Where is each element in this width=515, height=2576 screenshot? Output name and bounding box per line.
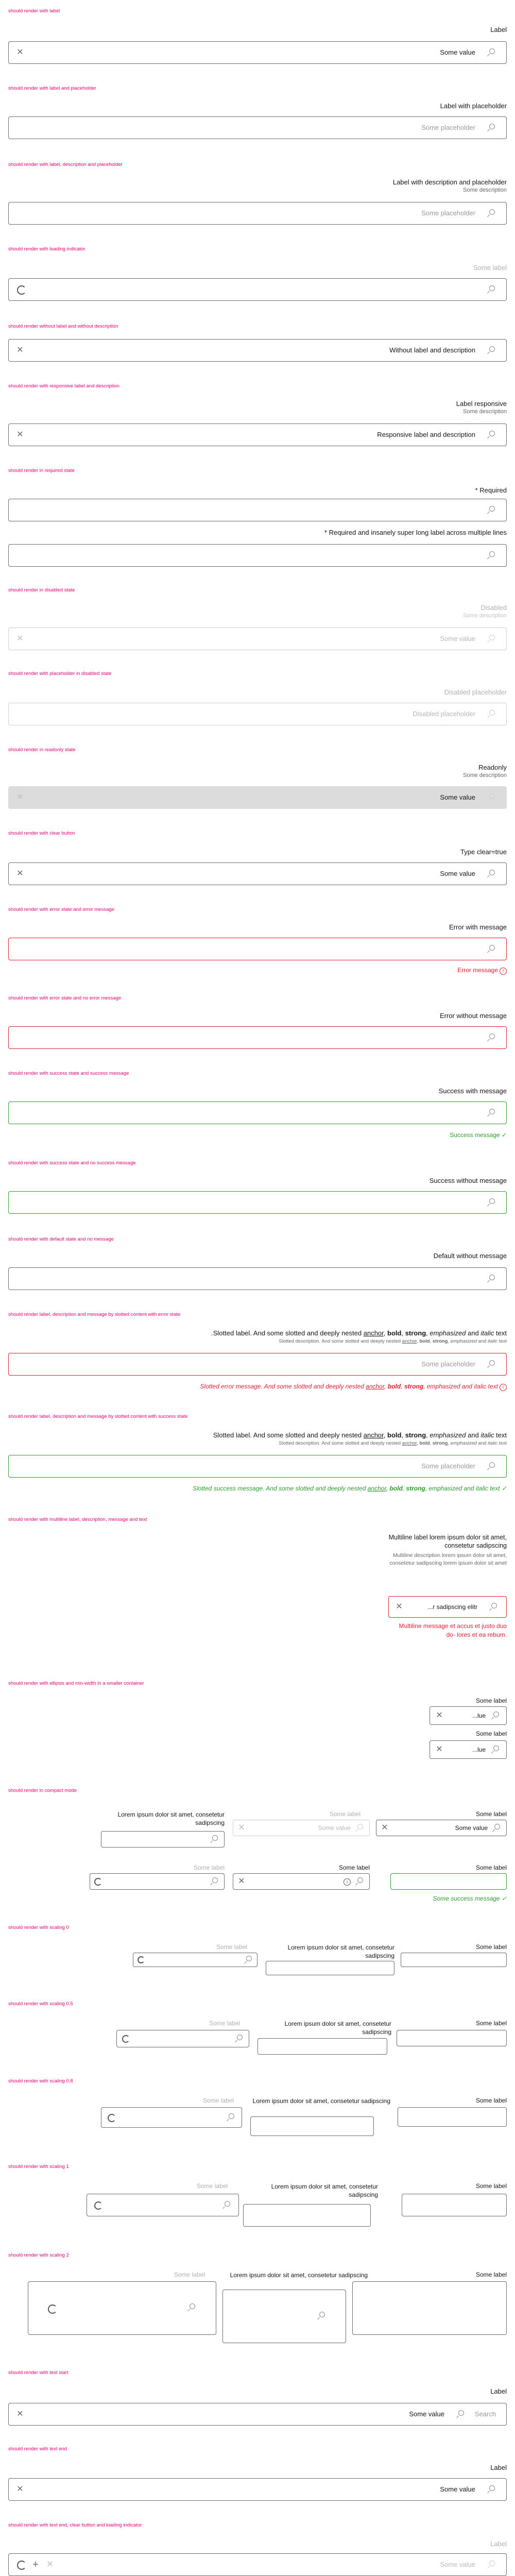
search-icon [487, 506, 496, 515]
search-input[interactable] [352, 2281, 507, 2335]
label-italic: . [211, 1329, 213, 1337]
caption: should render with scaling 2 [8, 2252, 69, 2258]
field-label: Lorem ipsum dolor sit amet, consetetur sadipscing [117, 1811, 225, 1826]
field-label: Success without message [429, 1177, 507, 1184]
field-label: Some label [475, 1730, 507, 1737]
input-placeholder: Search [474, 2410, 496, 2418]
search-input[interactable] [233, 1820, 370, 1836]
search-icon [487, 1033, 496, 1043]
input-value: ...lue [472, 1746, 486, 1753]
field-label: Type clear=true [460, 848, 507, 856]
check-icon: ✓ [500, 1485, 507, 1492]
search-input[interactable] [258, 2038, 387, 2055]
field-label: Some label [475, 1943, 507, 1951]
field-label: Some label [475, 1864, 507, 1871]
search-icon [487, 431, 496, 440]
spinner-icon [17, 285, 26, 295]
close-icon[interactable]: ✕ [16, 2410, 24, 2418]
input-placeholder: Disabled placeholder [413, 710, 475, 718]
anchor-link[interactable]: anchor [363, 1329, 384, 1337]
caption: should render with scaling 0 [8, 1925, 69, 1930]
input-value: Some value [318, 1824, 351, 1832]
close-icon: ✕ [238, 1823, 245, 1832]
field-label: Success with message [438, 1087, 507, 1095]
search-input[interactable] [8, 339, 507, 362]
close-icon[interactable]: ✕ [436, 1745, 443, 1754]
search-icon [487, 1198, 496, 1208]
field-label: Label [490, 2464, 507, 2471]
search-icon [491, 1711, 500, 1721]
search-input[interactable] [8, 628, 507, 650]
field-label: Some label [475, 2020, 507, 2027]
caption: should render with scaling 1 [8, 2164, 69, 2170]
search-icon [492, 1824, 501, 1833]
input-value: Some value [440, 2485, 475, 2493]
field-description: Multiline description lorem ipsum dolor sit amet, consetetur sadipscing lorem ipsum dolor sit amet [389, 1552, 507, 1566]
search-input[interactable] [8, 1191, 507, 1214]
field-label: Disabled [480, 604, 507, 612]
field-description: Some description [463, 772, 507, 778]
close-icon[interactable]: ✕ [16, 430, 24, 439]
search-input[interactable] [8, 1353, 507, 1376]
input-value: Some value [409, 2410, 444, 2418]
search-input[interactable] [90, 1873, 225, 1890]
search-icon [487, 793, 496, 803]
search-input[interactable] [243, 2204, 371, 2227]
field-label: Some label [216, 1943, 248, 1951]
search-input[interactable] [8, 1101, 507, 1124]
caption: should render with label, description and placeholder [8, 162, 123, 167]
caption: should render with clear button [8, 831, 75, 836]
caption: should render without label and without description [8, 324, 118, 329]
search-icon [317, 2312, 326, 2321]
error-message: Multiline message et accus et justo duo do- lores et ea rebum. [399, 1622, 507, 1638]
search-input[interactable] [8, 278, 507, 301]
search-input[interactable] [8, 1267, 507, 1290]
field-label: Some label [475, 1810, 507, 1818]
input-value: Some value [440, 870, 475, 877]
input-value: ...lue [472, 1712, 486, 1719]
input-placeholder: Some placeholder [421, 209, 475, 217]
close-icon[interactable]: ✕ [46, 2560, 54, 2569]
search-input[interactable] [388, 1596, 507, 1618]
search-icon [487, 2485, 496, 2495]
search-input[interactable] [402, 2194, 507, 2216]
close-icon: ✕ [16, 793, 24, 802]
caption: should render with responsive label and description [8, 383, 119, 389]
search-input[interactable] [401, 1953, 507, 1967]
search-icon [355, 1824, 364, 1833]
field-description: Some description [463, 613, 507, 619]
caption: should render with multiline label, description, message and text [8, 1517, 147, 1522]
caption: should render with success state and no success message [8, 1160, 136, 1166]
field-description: Some description [463, 409, 507, 415]
field-label: Multiline label lorem ipsum dolor sit amet, consetetur sadipscing [388, 1534, 507, 1549]
close-icon[interactable]: ✕ [16, 48, 24, 57]
search-input[interactable] [398, 2107, 507, 2127]
search-input[interactable] [8, 2553, 507, 2576]
search-input[interactable] [8, 786, 507, 809]
caption: should render with text start [8, 2370, 68, 2376]
close-icon[interactable]: ✕ [16, 2485, 24, 2494]
field-label: Label with description and placeholder [392, 178, 507, 186]
search-input[interactable] [430, 1706, 507, 1725]
close-icon[interactable]: ✕ [16, 346, 24, 354]
anchor-link[interactable]: anchor [363, 1431, 384, 1439]
spinner-icon [122, 2035, 130, 2043]
slotted-label: Slotted label. And some slotted and deeply nested anchor, bold, strong, emphasized and italic text [213, 1431, 507, 1439]
spinner-icon [94, 2201, 102, 2210]
close-icon: ✕ [16, 634, 24, 643]
caption: should render with label and placeholder [8, 86, 96, 91]
field-label: Lorem ipsum dolor sit amet, consetetur sadipscing [230, 2272, 368, 2279]
alert-icon: ! [500, 1384, 507, 1391]
input-placeholder: Some placeholder [421, 1360, 475, 1368]
field-label: Readonly [478, 764, 507, 771]
search-input[interactable] [8, 703, 507, 725]
alert-icon: ! [500, 968, 507, 975]
caption: should render in required state [8, 468, 75, 473]
search-input[interactable] [222, 2290, 346, 2343]
field-label: * Required and insanely super long label across multiple lines [324, 529, 507, 536]
check-icon: ✓ [500, 1131, 507, 1139]
search-icon [456, 2410, 465, 2419]
field-label: Some label [193, 1864, 225, 1871]
success-message: Some success message ✓ [433, 1895, 507, 1902]
search-icon [491, 1745, 500, 1755]
search-input[interactable] [8, 1026, 507, 1049]
close-icon[interactable]: ✕ [436, 1711, 443, 1720]
error-message: Slotted error message. And some slotted and deeply nested anchor, bold, strong, emphasized and italic text ! [200, 1383, 507, 1391]
field-label: Lorem ipsum dolor sit amet, consetetur sadipscing [252, 2097, 390, 2105]
search-icon [222, 2201, 231, 2210]
spinner-icon [138, 1956, 145, 1963]
slotted-description: Slotted description. And some slotted and deeply nested anchor, bold, strong, emphasized and italic text [279, 1338, 507, 1344]
field-label: Some label [174, 2271, 205, 2278]
search-icon [210, 1877, 219, 1887]
search-icon [489, 1603, 498, 1612]
info-icon: i [344, 1878, 351, 1886]
caption: should render with scaling 0.5 [8, 2001, 73, 2007]
success-message: Slotted success message. And some slotted and deeply nested anchor, bold, strong, emphasized and italic text ✓ [193, 1485, 507, 1492]
field-label: Some label [197, 2182, 228, 2190]
input-value: Some value [440, 793, 475, 801]
field-label: Disabled placeholder [444, 688, 507, 696]
search-icon [487, 710, 496, 719]
caption: should render with text end, clear button and loading indicator [8, 2522, 142, 2528]
search-input[interactable] [397, 2030, 507, 2046]
search-input[interactable] [233, 1873, 370, 1890]
input-value: ...r sadipscing elitr [427, 1603, 477, 1611]
close-icon[interactable]: ✕ [16, 869, 24, 878]
search-icon [487, 945, 496, 954]
search-icon [187, 2303, 196, 2313]
field-label: * Required [475, 486, 507, 494]
search-input[interactable] [87, 2194, 239, 2216]
search-input[interactable] [8, 544, 507, 567]
search-input[interactable] [8, 41, 507, 64]
field-label: Some label [475, 2097, 507, 2104]
field-label: Label responsive [456, 400, 507, 408]
spinner-icon [94, 1878, 102, 1886]
field-label: Some label [209, 2020, 241, 2027]
input-value: Responsive label and description [377, 431, 475, 438]
search-input[interactable] [390, 1873, 507, 1890]
search-icon [487, 124, 496, 133]
caption: should render with loading indicator [8, 246, 85, 252]
input-value: Some value [440, 2561, 475, 2568]
search-input[interactable] [8, 2403, 507, 2426]
search-icon [487, 635, 496, 644]
spinner-icon [48, 2304, 57, 2314]
input-value: Some value [440, 635, 475, 642]
search-input[interactable] [430, 1740, 507, 1759]
search-icon [487, 1360, 496, 1369]
field-label: Lorem ipsum dolor sit amet, consetetur sadipscing [287, 1944, 394, 1959]
field-label: Some label [475, 2271, 507, 2278]
search-icon [487, 2561, 496, 2570]
field-label: Default without message [433, 1252, 507, 1260]
plus-icon[interactable]: + [32, 2559, 39, 2570]
search-input[interactable] [133, 1953, 258, 1967]
field-label: Lorem ipsum dolor sit amet, consetetur sadipscing [284, 2020, 391, 2036]
search-input[interactable] [8, 862, 507, 885]
field-label: Label [490, 2387, 507, 2395]
caption: should render with error state and no error message [8, 995, 122, 1001]
close-icon[interactable]: ✕ [381, 1823, 388, 1832]
search-input[interactable] [8, 423, 507, 446]
caption: should render in disabled state [8, 587, 75, 593]
field-label: Some label [329, 1810, 360, 1818]
field-label: Some label [203, 2097, 234, 2104]
caption: should render with default state and no message [8, 1236, 114, 1242]
field-label: Lorem ipsum dolor sit amet, consetetur sadipscing [271, 2183, 378, 2198]
caption: should render label, description and message by slotted content with success state [8, 1414, 188, 1419]
field-label: Some label [338, 1864, 370, 1871]
caption: should render with text end [8, 2446, 67, 2452]
search-input[interactable] [101, 1831, 225, 1848]
field-label: Some label [473, 264, 507, 272]
slotted-description: Slotted description. And some slotted and deeply nested anchor, bold, strong, emphasized and italic text [279, 1440, 507, 1446]
search-input[interactable] [8, 938, 507, 960]
input-value: Without label and description [389, 346, 475, 354]
field-label: Some label [475, 2182, 507, 2190]
input-placeholder: Some placeholder [421, 124, 475, 131]
caption: should render with error state and error message [8, 907, 114, 912]
error-message: Error message ! [457, 967, 507, 975]
search-icon [487, 1109, 496, 1118]
search-icon [487, 870, 496, 879]
caption: should render with placeholder in disabled state [8, 671, 112, 676]
search-icon [487, 346, 496, 355]
input-placeholder: Some placeholder [421, 1462, 475, 1470]
field-label: Error with message [449, 923, 507, 931]
search-input[interactable] [101, 2107, 242, 2128]
search-input[interactable] [8, 116, 507, 139]
close-icon[interactable]: ✕ [396, 1602, 403, 1611]
search-icon [487, 551, 496, 561]
spinner-icon [108, 2114, 116, 2122]
caption: should render in compact mode [8, 1788, 77, 1793]
search-input[interactable] [250, 2116, 374, 2136]
search-icon [210, 1835, 219, 1844]
field-description: Some description [463, 187, 507, 193]
search-input[interactable] [116, 2030, 249, 2047]
search-input[interactable] [28, 2281, 216, 2335]
search-icon [487, 1462, 496, 1471]
input-value: Some value [440, 48, 475, 56]
caption: should render label, description and message by slotted content with error state [8, 1312, 181, 1317]
search-icon [487, 285, 496, 295]
field-label: Label [490, 2540, 507, 2548]
caption: should render in readonly state [8, 747, 76, 753]
caption: should render with success state and success message [8, 1071, 129, 1076]
field-label: Some label [475, 1697, 507, 1704]
check-icon: ✓ [500, 1895, 507, 1902]
field-label: Error without message [439, 1012, 507, 1020]
search-icon [355, 1877, 364, 1887]
search-icon [487, 209, 496, 218]
search-icon [226, 2113, 235, 2123]
search-icon [487, 1275, 496, 1284]
search-input[interactable] [266, 1961, 394, 1975]
field-label: Label with placeholder [440, 102, 507, 110]
search-input[interactable] [8, 1455, 507, 1478]
search-input[interactable] [8, 2478, 507, 2501]
field-label: Label [490, 26, 507, 33]
search-icon [487, 48, 496, 58]
search-icon [234, 2035, 244, 2044]
caption: should render with scaling 0.8 [8, 2078, 73, 2084]
search-icon [244, 1956, 253, 1965]
caption: should render with label [8, 8, 60, 14]
spinner-icon [17, 2561, 26, 2570]
search-input[interactable] [8, 499, 507, 521]
input-value: Some value [455, 1824, 488, 1832]
close-icon[interactable]: ✕ [238, 1877, 245, 1886]
search-input[interactable] [376, 1820, 507, 1836]
search-input[interactable] [8, 202, 507, 225]
caption: should render with ellipsis and min-width in a smaller container [8, 1681, 144, 1686]
success-message: Success message ✓ [450, 1131, 507, 1139]
slotted-label: .Slotted label. And some slotted and deeply nested anchor, bold, strong, emphasized and italic text [211, 1329, 507, 1337]
